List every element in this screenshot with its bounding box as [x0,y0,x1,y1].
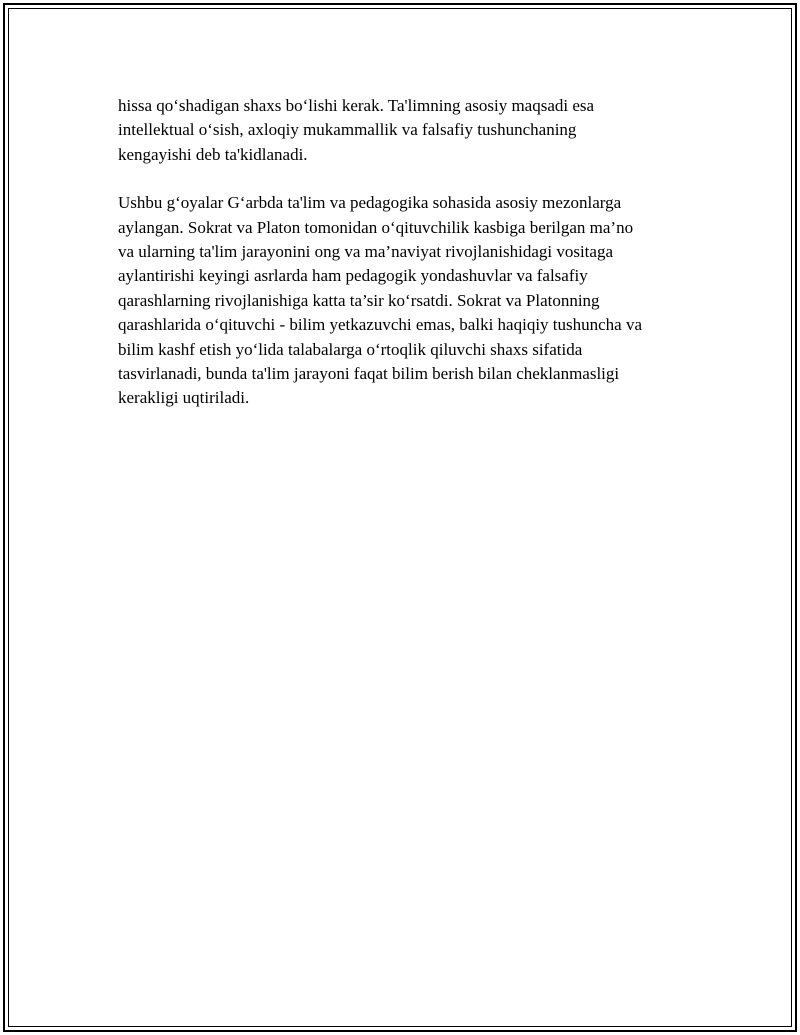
text-line: kengayishi deb ta'kidlanadi. [118,144,308,164]
text-line: aylantirishi keyingi asrlarda ham pedagogik yondashuvlar va falsafiy [118,266,588,286]
text-line: Ushbu g‘oyalar G‘arbda ta'lim va pedagogika sohasida asosiy mezonlarga [118,193,622,213]
text-line: tasvirlanadi, bunda ta'lim jarayoni faqat bilim berish bilan cheklanmasligi [118,364,620,384]
text-line: va ularning ta'lim jarayonini ong va ma’naviyat rivojlanishidagi vositaga [118,242,613,262]
text-line: qarashlarning rivojlanishiga katta ta’sir ko‘rsatdi. Sokrat va Platonning [118,290,600,310]
text-line: qarashlarida o‘qituvchi - bilim yetkazuvchi emas, balki haqiqiy tushuncha va [118,315,643,335]
text-line: intellektual o‘sish, axloqiy mukammallik va falsafiy tushunchaning [118,120,577,140]
paragraph-2 [118,191,698,411]
text-line: aylangan. Sokrat va Platon tomonidan o‘qituvchilik kasbiga berilgan ma’no [118,217,634,237]
text-line: hissa qo‘shadigan shaxs bo‘lishi kerak. Ta'limning asosiy maqsadi esa [118,96,595,115]
document-body [118,94,698,411]
text-line: bilim kashf etish yo‘lida talabalarga o‘rtoqlik qiluvchi shaxs sifatida [118,339,583,359]
paragraph-1 [118,94,698,167]
text-line: kerakligi uqtiriladi. [118,388,250,408]
